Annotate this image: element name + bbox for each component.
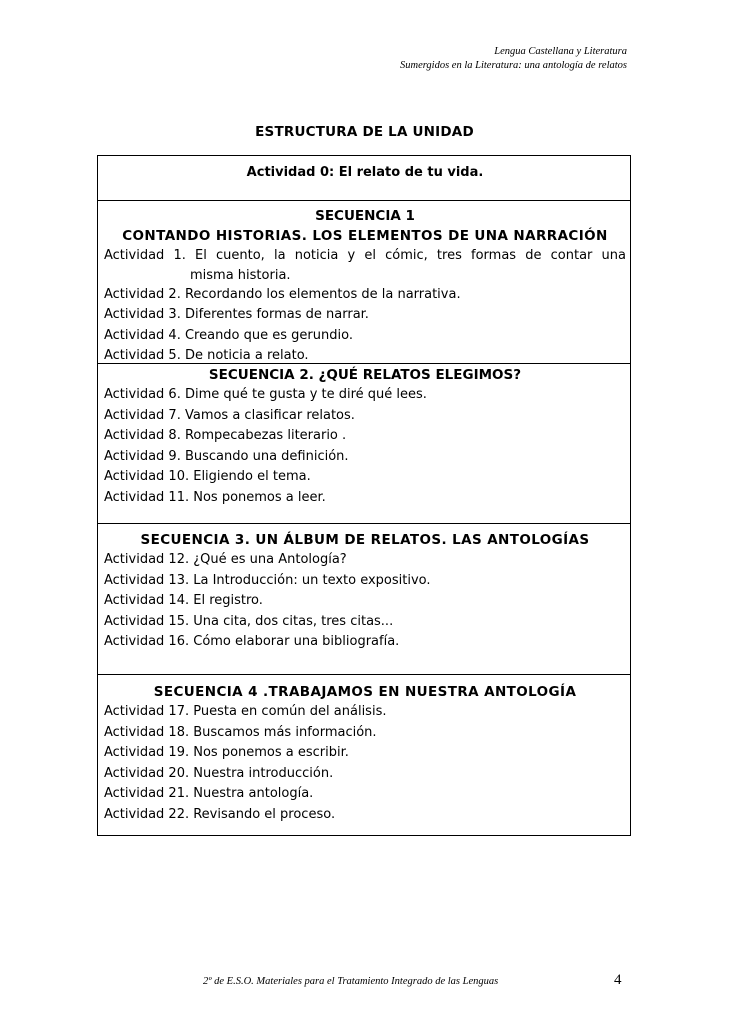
activity-item: Actividad 13. La Introducción: un texto expositivo.: [104, 572, 431, 588]
sequence-1-subtitle: CONTANDO HISTORIAS. LOS ELEMENTOS DE UNA NARRACIÓN: [122, 228, 608, 244]
sequence-2: [98, 363, 630, 523]
activity-item: Actividad 21. Nuestra antología.: [104, 786, 314, 801]
sequence-2-title: SECUENCIA 2. ¿QUÉ RELATOS ELEGIMOS?: [208, 367, 522, 383]
page-header: [400, 45, 627, 73]
header-subject: Lengua Castellana y Literatura: [494, 46, 627, 57]
activity-item: Actividad 15. Una cita, dos citas, tres citas...: [104, 613, 394, 629]
sequence-1: [98, 200, 630, 363]
activity-item: Actividad 20. Nuestra introducción.: [104, 765, 334, 781]
sequence-1-title: SECUENCIA 1: [315, 208, 415, 224]
header-unit-title: Sumergidos en la Literatura: una antología de relatos: [399, 60, 627, 71]
activity-item: Actividad 9. Buscando una definición.: [104, 448, 349, 464]
sequence-3-title: SECUENCIA 3. UN ÁLBUM DE RELATOS. LAS ANTOLOGÍAS: [140, 532, 590, 548]
page-title: ESTRUCTURA DE LA UNIDAD: [255, 124, 474, 140]
intro-activity: Actividad 0: El relato de tu vida.: [246, 165, 484, 180]
activity-item: Actividad 10. Eligiendo el tema.: [104, 469, 311, 484]
activity-item: Actividad 18. Buscamos más información.: [104, 724, 377, 740]
activity-item: Actividad 6. Dime qué te gusta y te diré qué lees.: [104, 387, 427, 402]
activity-1-line2: misma historia.: [190, 267, 291, 283]
activity-item: Actividad 2. Recordando los elementos de la narrativa.: [104, 286, 461, 302]
activity-item: Actividad 7. Vamos a clasificar relatos.: [104, 407, 355, 423]
activity-item: Actividad 16. Cómo elaborar una bibliografía.: [104, 634, 400, 649]
sequence-4: [98, 674, 630, 835]
page-footer: 2º de E.S.O. Materiales para el Tratamiento Integrado de las Lenguas: [203, 976, 499, 987]
sequence-4-title: SECUENCIA 4 .TRABAJAMOS EN NUESTRA ANTOLOGÍA: [153, 684, 577, 700]
activity-1-line1: Actividad 1. El cuento, la noticia y el cómic, tres formas de contar una: [104, 248, 626, 263]
activity-item: Actividad 3. Diferentes formas de narrar.: [104, 307, 369, 322]
activity-item: Actividad 5. De noticia a relato.: [104, 348, 309, 363]
activity-item: Actividad 17. Puesta en común del análisis.: [104, 704, 387, 719]
activity-item: Actividad 11. Nos ponemos a leer.: [104, 489, 326, 505]
sequence-3: [98, 523, 630, 674]
activity-item: Actividad 12. ¿Qué es una Antología?: [104, 552, 347, 567]
unit-structure-table: [97, 155, 631, 836]
activity-item: Actividad 22. Revisando el proceso.: [104, 806, 336, 822]
activity-item: Actividad 8. Rompecabezas literario .: [104, 428, 347, 443]
activity-item: Actividad 19. Nos ponemos a escribir.: [104, 745, 349, 760]
activity-item: Actividad 4. Creando que es gerundio.: [104, 327, 353, 343]
activity-item: Actividad 14. El registro.: [104, 593, 263, 608]
page-number: 4: [614, 972, 622, 988]
